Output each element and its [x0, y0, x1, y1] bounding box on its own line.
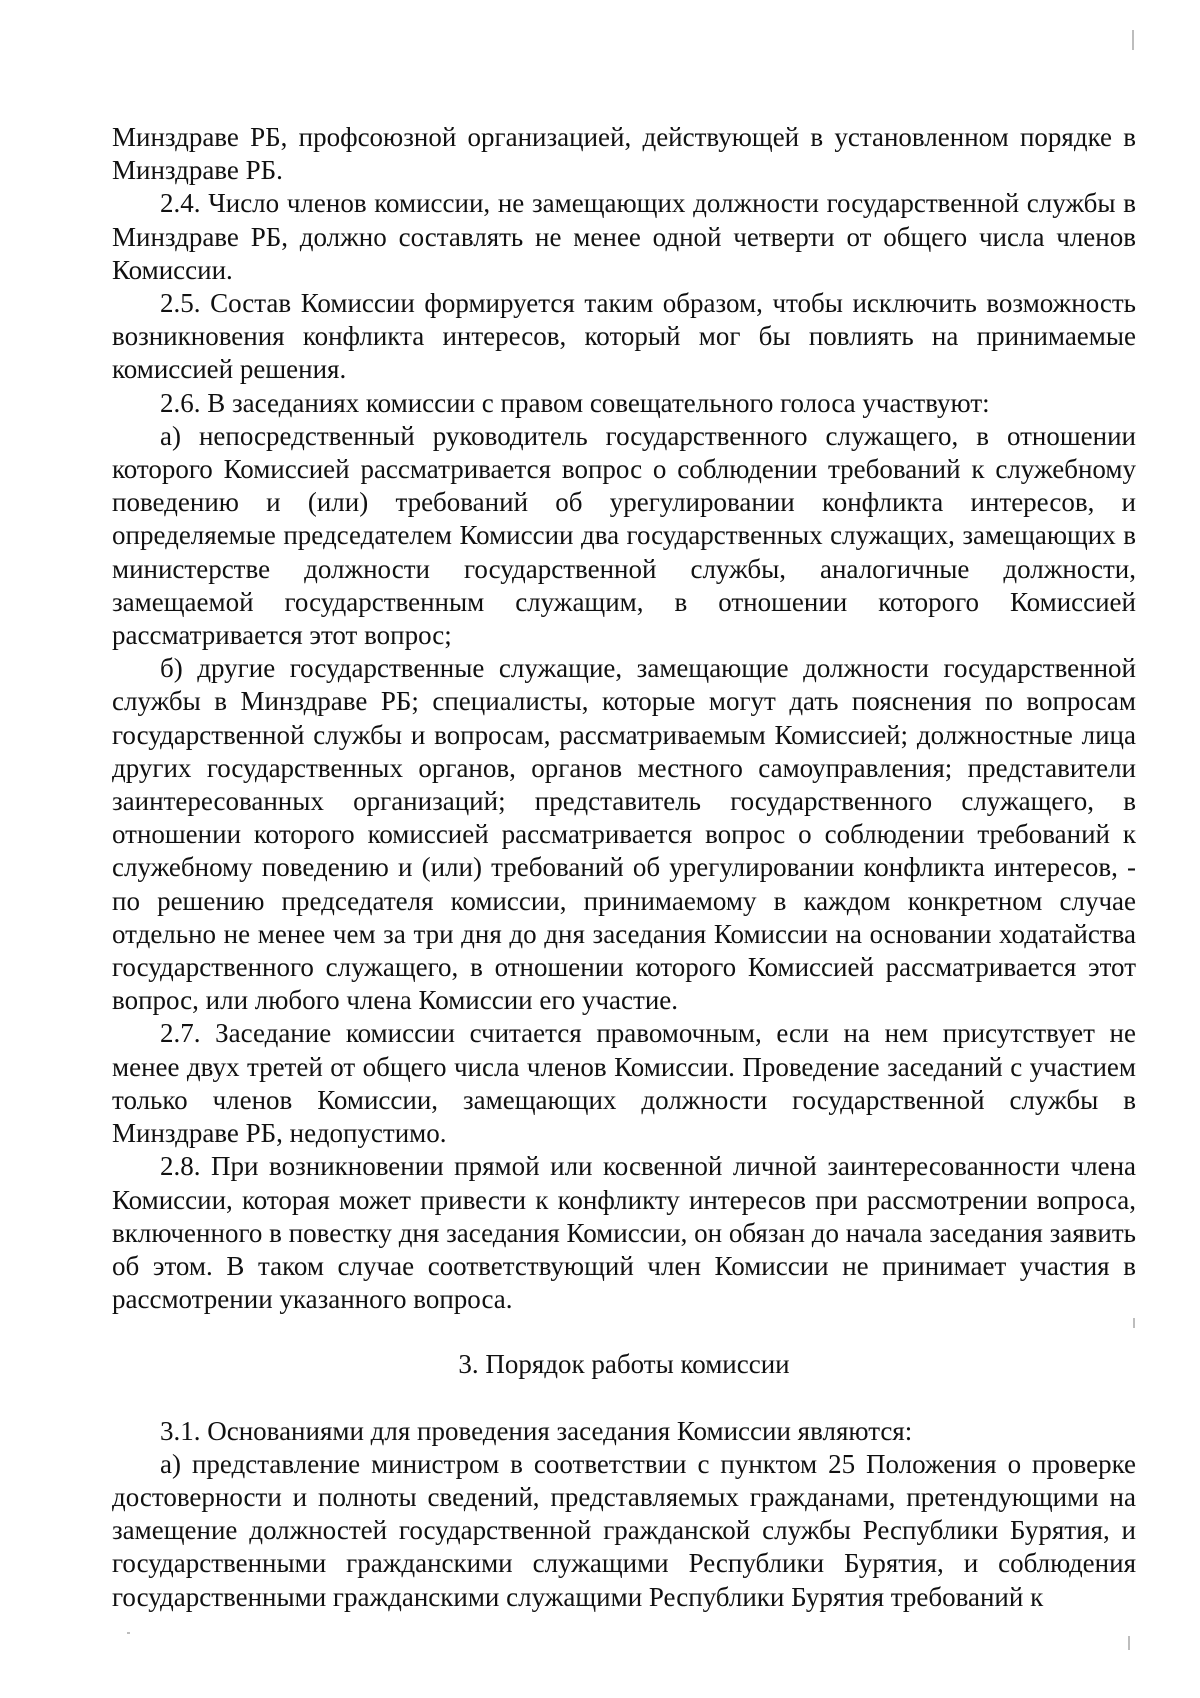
paragraph-3-1-a: а) представление министром в соответствии с пунктом 25 Положения о проверке достоверности и полноты сведений, представляемых гражданами, претендующими на замещение должностей государственной гражданской службы Республики Бурятия, и государственными гражданскими служащими Республики Бурятия, и соблюдения государственными гражданскими служащими Республики Бурятия требований к: [112, 1448, 1136, 1612]
paragraph-2-6-a: а) непосредственный руководитель государственного служащего, в отношении которого Комиссией рассматривается вопрос о соблюдении требований к служебному поведению и (или) требований об урегулировании конфликта интересов, и определяемые председателем Комиссии два государственных служащих, замещающих в министерстве должности государственной службы, аналогичные должности, замещаемой государственным служащим, в отношении которого Комиссией рассматривается этот вопрос;: [112, 420, 1136, 651]
scan-speck: [1133, 1318, 1135, 1328]
paragraph-2-7: 2.7. Заседание комиссии считается правомочным, если на нем присутствует не менее двух третей от общего числа членов Комиссии. Проведение заседаний с участием только членов Комиссии, замещающих должности государственной службы в Минздраве РБ, недопустимо.: [112, 1018, 1136, 1149]
paragraph-3-1: 3.1. Основаниями для проведения заседания Комиссии являются:: [160, 1415, 913, 1446]
paragraph-2-4: 2.4. Число членов комиссии, не замещающих должности государственной службы в Минздраве РБ, должно составлять не менее одной четверти от общего числа членов Комиссии.: [112, 188, 1136, 285]
section-heading: 3. Порядок работы комиссии: [458, 1349, 790, 1380]
scan-speck: [127, 1632, 130, 1634]
paragraph-2-5: 2.5. Состав Комиссии формируется таким образом, чтобы исключить возможность возникновения конфликта интересов, который мог бы повлиять на принимаемые комиссией решения.: [112, 288, 1136, 385]
paragraph-2-8: 2.8. При возникновении прямой или косвенной личной заинтересованности члена Комиссии, которая может привести к конфликту интересов при рассмотрении вопроса, включенного в повестку дня заседания Комиссии, он обязан до начала заседания заявить об этом. В таком случае соответствующий член Комиссии не принимает участия в рассмотрении указанного вопроса.: [112, 1151, 1136, 1315]
scan-speck: [1132, 30, 1134, 50]
paragraph-2-6-b: б) другие государственные служащие, замещающие должности государственной службы в Минздраве РБ; специалисты, которые могут дать пояснения по вопросам государственной службы и вопросам, рассматриваемым Комиссией; должностные лица других государственных органов, органов местного самоуправления; представители заинтересованных организаций; представитель государственного служащего, в отношении которого комиссией рассматривается вопрос о соблюдении требований к служебному поведению и (или) требований об урегулировании конфликта интересов, - по решению председателя комиссии, принимаемому в каждом конкретном случае отдельно не менее чем за три дня до дня заседания Комиссии на основании ходатайства государственного служащего, в отношении которого Комиссией рассматривается этот вопрос, или любого члена Комиссии его участие.: [112, 653, 1136, 1016]
paragraph-2-6: 2.6. В заседаниях комиссии с правом совещательного голоса участвуют:: [160, 387, 990, 418]
paragraph-continuation: Минздраве РБ, профсоюзной организацией, действующей в установленном порядке в Минздраве РБ.: [112, 122, 1136, 186]
scan-speck: [1128, 1636, 1130, 1650]
document-body: [112, 121, 1136, 1614]
